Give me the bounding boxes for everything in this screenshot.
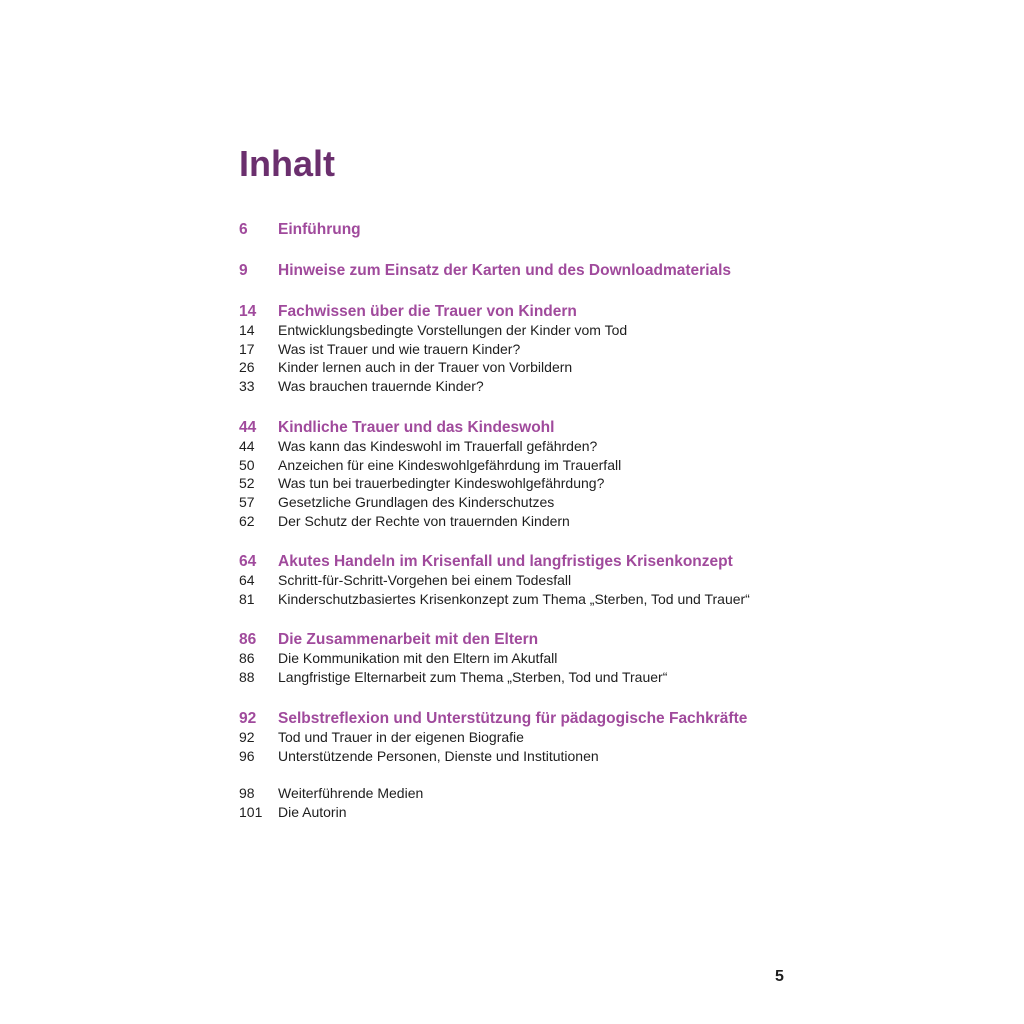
toc-entry-title: Kinderschutzbasiertes Krisenkonzept zum Thema „Sterben, Tod und Trauer“ (278, 590, 750, 607)
toc-section-kindeswohl (239, 419, 839, 531)
toc-heading (239, 221, 839, 240)
toc-entry (239, 341, 839, 360)
page-title: Inhalt (239, 143, 335, 184)
toc-entry (239, 804, 839, 823)
toc-entry (239, 748, 839, 767)
toc-entry-page: 88 (239, 668, 255, 685)
toc-heading (239, 710, 839, 729)
toc-section-fachwissen (239, 303, 839, 397)
toc-heading-title: Selbstreflexion und Unterstützung für pädagogische Fachkräfte (278, 710, 748, 727)
toc-section-selbstreflexion (239, 710, 839, 766)
toc-section-krisenfall (239, 553, 839, 609)
toc-entry (239, 494, 839, 513)
toc-entry (239, 457, 839, 476)
toc-heading (239, 631, 839, 650)
toc-entry-title: Was ist Trauer und wie trauern Kinder? (278, 340, 521, 357)
toc-heading-title: Fachwissen über die Trauer von Kindern (278, 303, 577, 320)
toc-entry-title: Gesetzliche Grundlagen des Kinderschutzes (278, 494, 555, 511)
toc-heading-title: Kindliche Trauer und das Kindeswohl (278, 419, 555, 436)
toc-entry-title: Langfristige Elternarbeit zum Thema „Sterben, Tod und Trauer“ (278, 668, 668, 685)
toc-entry (239, 729, 839, 748)
toc-heading-page: 14 (239, 303, 257, 320)
toc-entry-title: Kinder lernen auch in der Trauer von Vorbildern (278, 359, 573, 376)
toc-heading-title: Einführung (278, 221, 361, 238)
toc-entry-title: Schritt-für-Schritt-Vorgehen bei einem Todesfall (278, 572, 572, 588)
toc-entry-page: 64 (239, 572, 255, 588)
toc-heading-title: Die Zusammenarbeit mit den Eltern (278, 631, 539, 648)
toc-section-hinweise (239, 262, 839, 281)
toc-heading-page: 64 (239, 553, 257, 570)
toc-entry-title: Die Autorin (278, 803, 347, 820)
toc-entry-title: Was tun bei trauerbedingter Kindeswohlgefährdung? (278, 475, 605, 492)
toc-entry-page: 50 (239, 456, 255, 473)
toc-entry (239, 475, 839, 494)
toc-entry (239, 438, 839, 457)
toc-heading (239, 262, 839, 281)
toc-heading-page: 9 (239, 262, 248, 279)
toc-heading-title: Akutes Handeln im Krisenfall und langfristiges Krisenkonzept (278, 553, 733, 570)
toc-entry (239, 591, 839, 610)
toc-entry-page: 33 (239, 378, 255, 395)
toc-entry (239, 785, 839, 804)
toc-entry (239, 513, 839, 532)
toc-entry-title: Unterstützende Personen, Dienste und Institutionen (278, 747, 599, 764)
toc-entry-title: Was brauchen trauernde Kinder? (278, 378, 484, 395)
toc-heading-page: 92 (239, 710, 257, 727)
toc-entry (239, 669, 839, 688)
toc-section-anhang (239, 785, 839, 822)
toc-entry (239, 650, 839, 669)
toc-entry-page: 44 (239, 438, 255, 454)
toc-entry-page: 57 (239, 494, 255, 511)
toc-entry-title: Entwicklungsbedingte Vorstellungen der Kinder vom Tod (278, 322, 628, 338)
toc-heading-page: 86 (239, 631, 257, 648)
toc-entry-page: 92 (239, 729, 255, 745)
toc-entry-page: 17 (239, 340, 255, 357)
toc-entry-page: 81 (239, 590, 255, 607)
toc-heading-page: 6 (239, 221, 248, 238)
toc-heading (239, 419, 839, 438)
toc-heading-title: Hinweise zum Einsatz der Karten und des Downloadmaterials (278, 262, 732, 279)
toc-entry (239, 378, 839, 397)
toc-heading-page: 44 (239, 419, 257, 436)
toc-entry (239, 322, 839, 341)
toc-entry-page: 62 (239, 512, 255, 529)
toc-entry-page: 14 (239, 322, 255, 338)
page-number: 5 (775, 968, 784, 985)
toc-entry-title: Was kann das Kindeswohl im Trauerfall gefährden? (278, 438, 598, 454)
toc-heading (239, 553, 839, 572)
toc-entry-title: Anzeichen für eine Kindeswohlgefährdung im Trauerfall (278, 456, 622, 473)
toc-entry-title: Die Kommunikation mit den Eltern im Akutfall (278, 650, 558, 666)
toc-entry-title: Der Schutz der Rechte von trauernden Kindern (278, 512, 570, 529)
toc-entry-title: Weiterführende Medien (278, 785, 424, 801)
toc-heading (239, 303, 839, 322)
toc-entry (239, 359, 839, 378)
toc-entry-page: 86 (239, 650, 255, 666)
toc-entry-page: 96 (239, 747, 255, 764)
toc-entry-page: 98 (239, 785, 255, 801)
toc-section-eltern (239, 631, 839, 687)
toc-entry-title: Tod und Trauer in der eigenen Biografie (278, 729, 524, 745)
toc-entry-page: 101 (239, 803, 263, 820)
toc-entry-page: 52 (239, 475, 255, 492)
toc-entry (239, 572, 839, 591)
toc-entry-page: 26 (239, 359, 255, 376)
toc-section-einfuehrung (239, 221, 839, 240)
